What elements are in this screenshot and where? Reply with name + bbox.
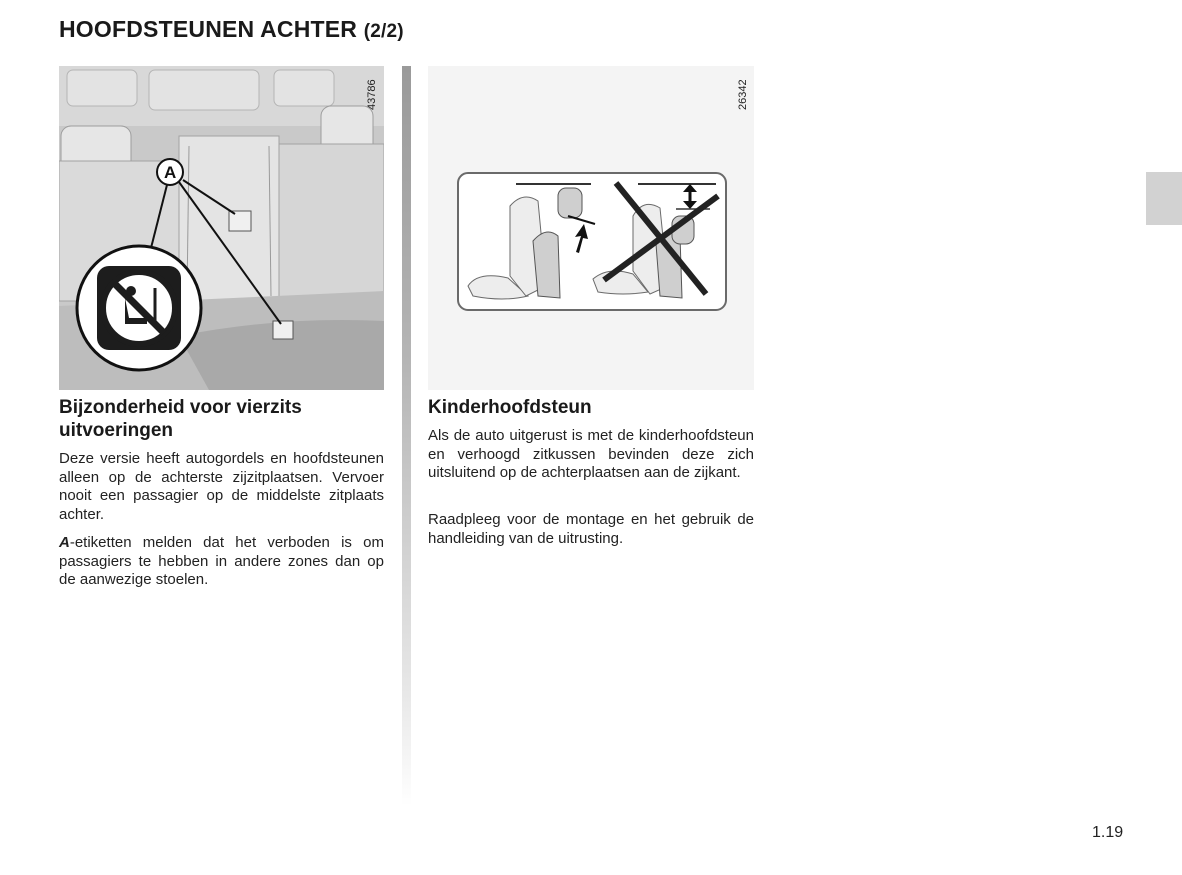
page-number: 1.19 bbox=[1092, 824, 1124, 841]
section1-paragraph2 bbox=[59, 534, 384, 590]
figure1-ref-number: 43786 bbox=[366, 79, 378, 110]
page-title-text: HOOFDSTEUNEN ACHTER bbox=[59, 16, 358, 42]
section1-paragraph2-label: A bbox=[59, 534, 70, 551]
section1-paragraph2-text: -etiketten melden dat het verboden is om passagiers te hebben in andere zones dan op de aanwezige stoelen. bbox=[59, 534, 384, 588]
child-headrest-illustration bbox=[428, 66, 754, 390]
child-headrest-figure bbox=[428, 66, 754, 390]
column-divider bbox=[402, 66, 411, 806]
page-title bbox=[59, 16, 404, 43]
section1-heading: Bijzonderheid voor vierzits uitvoeringen bbox=[59, 397, 302, 441]
figure2-ref-number: 26342 bbox=[737, 79, 749, 110]
section2-paragraph1: Als de auto uitgerust is met de kinderhoofdsteun en verhoogd zitkussen bevinden deze zich uitsluitend op de achterplaatsen aan de zijkant. bbox=[428, 427, 754, 481]
callout-label-a: A bbox=[164, 163, 177, 182]
page-title-part: (2/2) bbox=[363, 21, 404, 42]
section2-paragraph2: Raadpleeg voor de montage en het gebruik de handleiding van de uitrusting. bbox=[428, 511, 754, 547]
section2-heading: Kinderhoofdsteun bbox=[428, 397, 592, 418]
chapter-side-tab bbox=[1146, 172, 1182, 225]
rear-seat-illustration bbox=[59, 66, 384, 390]
rear-seat-figure bbox=[59, 66, 384, 390]
section1-paragraph1: Deze versie heeft autogordels en hoofdsteunen alleen op de achterste zijzitplaatsen. Vervoer nooit een passagier op de middelste zitplaats achter. bbox=[59, 450, 384, 523]
